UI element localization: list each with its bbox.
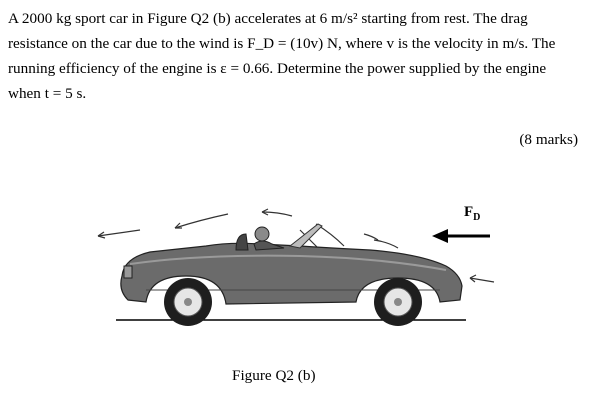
marks-label: (8 marks) bbox=[519, 131, 578, 148]
drag-force-arrow bbox=[432, 229, 490, 243]
problem-line-2: resistance on the car due to the wind is F_D = (10v) N, where v is the velocity in m/s. The bbox=[8, 35, 556, 52]
front-wheel bbox=[164, 278, 212, 326]
force-subscript: D bbox=[473, 212, 481, 223]
drag-force-label bbox=[464, 204, 480, 223]
force-symbol: F bbox=[464, 204, 474, 220]
sport-car-figure bbox=[0, 190, 592, 340]
figure-caption: Figure Q2 (b) bbox=[232, 367, 316, 384]
rear-wheel bbox=[374, 278, 422, 326]
problem-statement bbox=[8, 6, 586, 106]
problem-line-4: when t = 5 s. bbox=[8, 85, 87, 102]
problem-line-1: A 2000 kg sport car in Figure Q2 (b) accelerates at 6 m/s² starting from rest. The drag bbox=[8, 10, 528, 27]
problem-line-3: running efficiency of the engine is ε = 0.66. Determine the power supplied by the engine bbox=[8, 60, 547, 77]
